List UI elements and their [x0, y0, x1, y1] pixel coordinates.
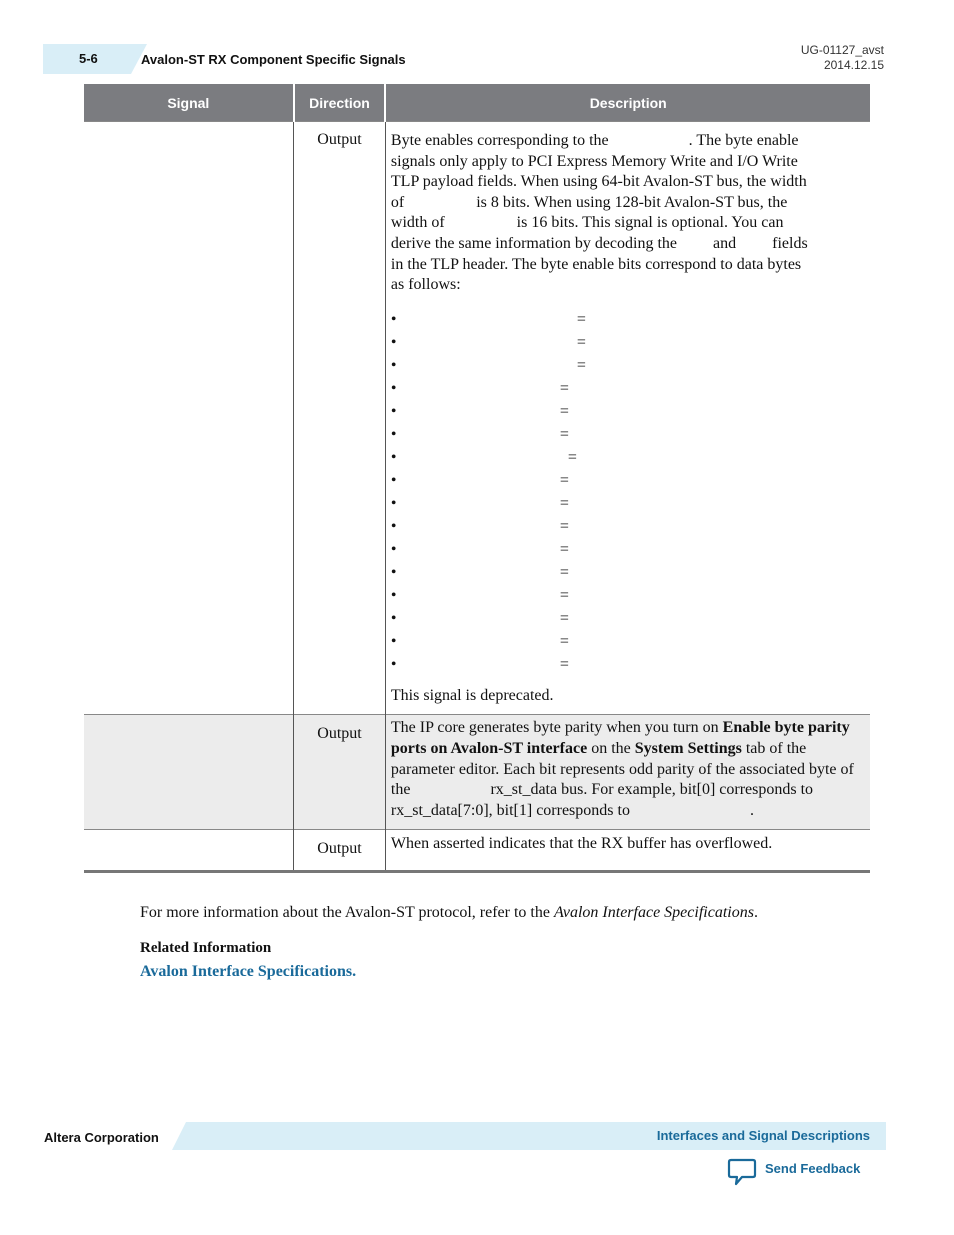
- list-item: • =: [390, 402, 569, 420]
- direction-text: Output: [317, 131, 362, 148]
- doc-info: [801, 43, 884, 73]
- signal-cell: [84, 715, 294, 830]
- desc-line: derive the same information by decoding the and fields: [390, 234, 808, 252]
- description-cell: [385, 122, 870, 715]
- list-item: • =: [390, 379, 569, 397]
- desc-line: Byte enables corresponding to the . The byte enable: [390, 132, 799, 149]
- chapter-link[interactable]: Interfaces and Signal Descriptions: [656, 1128, 870, 1143]
- list-item: • =: [390, 425, 569, 443]
- desc-line: as follows:: [390, 276, 461, 294]
- list-item: • =: [390, 563, 569, 581]
- list-item: • =: [390, 517, 569, 535]
- direction-text: Output: [317, 840, 362, 858]
- table-header-row: [84, 84, 870, 122]
- company-name: Altera Corporation: [44, 1130, 159, 1145]
- deprecated-note: This signal is deprecated.: [390, 686, 554, 704]
- list-item: • =: [390, 632, 569, 650]
- desc-line: of is 8 bits. When using 128-bit Avalon-ST bus, the: [390, 193, 788, 211]
- table-row: [84, 830, 870, 872]
- more-info-paragraph: For more information about the Avalon-ST protocol, refer to the Avalon Interface Specifications.: [140, 904, 758, 921]
- list-item: • =: [390, 448, 577, 466]
- col-description: Description: [385, 84, 870, 122]
- list-item: • =: [390, 310, 586, 328]
- section-title: Avalon-ST RX Component Specific Signals: [141, 52, 406, 67]
- related-link[interactable]: Avalon Interface Specifications.: [140, 963, 357, 980]
- direction-text: Output: [317, 725, 362, 743]
- speech-bubble-icon[interactable]: [727, 1158, 757, 1186]
- desc-line: TLP payload fields. When using 64-bit Avalon-ST bus, the width: [390, 173, 807, 191]
- list-item: • =: [390, 609, 569, 627]
- send-feedback-link[interactable]: Send Feedback: [765, 1161, 861, 1176]
- desc-line: signals only apply to PCI Express Memory Write and I/O Write: [390, 152, 798, 170]
- doc-id: UG-01127_avst: [800, 43, 884, 57]
- col-signal: Signal: [84, 84, 294, 122]
- table-row: [84, 122, 870, 715]
- table-row: [84, 715, 870, 830]
- direction-cell: [294, 122, 386, 715]
- list-item: • =: [390, 494, 569, 512]
- signal-cell: [84, 122, 294, 715]
- signal-cell: [84, 830, 294, 872]
- list-item: • =: [390, 471, 569, 489]
- list-item: • =: [390, 540, 569, 558]
- list-item: • =: [390, 356, 586, 374]
- doc-date: 2014.12.15: [823, 58, 884, 72]
- parity-description: The IP core generates byte parity when you turn on Enable byte parity ports on Avalon-ST interface on the System Settings tab of the parameter editor. Each bit represents odd parity of the associated byte of the rx_st_data bus. For example, bit[0] corresponds to rx_st_data[7:0], bit[1] corresponds to .: [390, 719, 914, 819]
- list-item: • =: [390, 655, 569, 673]
- byte-enable-list: [391, 308, 860, 676]
- description-cell: [385, 715, 914, 830]
- desc-line: width of is 16 bits. This signal is optional. You can: [390, 214, 784, 232]
- signals-table: [84, 84, 914, 873]
- list-item: • =: [390, 586, 569, 604]
- col-direction: Direction: [294, 84, 386, 122]
- related-info-heading: Related Information: [140, 940, 272, 956]
- list-item: • =: [390, 333, 586, 351]
- overflow-description: When asserted indicates that the RX buffer has overflowed.: [390, 835, 773, 853]
- description-cell: [385, 830, 870, 872]
- desc-line: in the TLP header. The byte enable bits correspond to data bytes: [390, 255, 802, 273]
- page-number: 5-6: [79, 51, 98, 66]
- direction-cell: [294, 830, 386, 872]
- direction-cell: [294, 715, 386, 830]
